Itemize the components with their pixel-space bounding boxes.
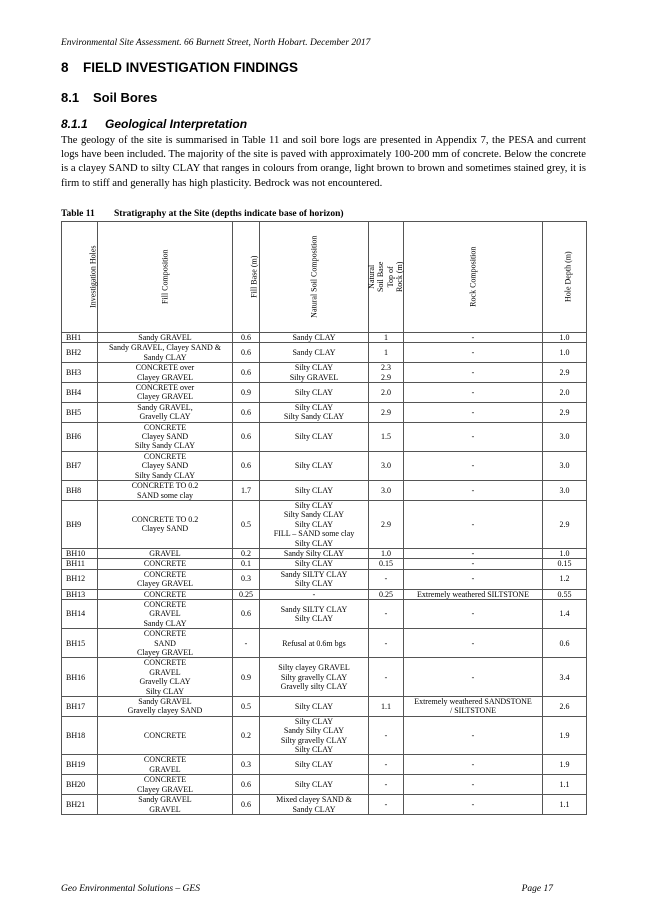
table-cell: - xyxy=(404,599,543,628)
table-cell: Sandy Silty CLAY xyxy=(260,548,369,558)
subsection-heading xyxy=(61,90,157,105)
column-header xyxy=(543,222,587,333)
table-cell: 0.6 xyxy=(233,333,260,343)
table-cell: CONCRETE over Clayey GRAVEL xyxy=(98,383,233,403)
table-cell: 0.6 xyxy=(233,775,260,795)
table-caption xyxy=(61,209,344,219)
table-cell: - xyxy=(404,716,543,755)
table-cell: - xyxy=(404,500,543,548)
table-cell: BH17 xyxy=(62,697,98,717)
column-header-label: Fill Composition xyxy=(160,249,170,305)
table-cell: 1.0 xyxy=(543,548,587,558)
table-cell: Silty CLAY xyxy=(260,755,369,775)
table-row xyxy=(62,559,587,569)
table-cell: 2.9 xyxy=(543,402,587,422)
running-header: Environmental Site Assessment. 66 Burnett Street, North Hobart. December 2017 xyxy=(61,38,371,48)
table-cell: BH8 xyxy=(62,481,98,501)
column-header xyxy=(369,222,404,333)
table-row xyxy=(62,599,587,628)
section-heading xyxy=(61,60,298,75)
table-cell: 2.9 xyxy=(543,500,587,548)
table-cell: Silty CLAY Silty Sandy CLAY xyxy=(260,402,369,422)
table-cell: 3.0 xyxy=(543,481,587,501)
table-cell: CONCRETE xyxy=(98,589,233,599)
table-cell: 0.6 xyxy=(233,343,260,363)
column-header xyxy=(98,222,233,333)
subsubsection-title: Geological Interpretation xyxy=(105,117,248,131)
table-cell: CONCRETE Clayey GRAVEL xyxy=(98,569,233,589)
table-cell: CONCRETE TO 0.2 SAND some clay xyxy=(98,481,233,501)
table-cell: 1.0 xyxy=(543,343,587,363)
table-cell: 0.6 xyxy=(233,599,260,628)
table-cell: BH11 xyxy=(62,559,98,569)
table-cell: 3.0 xyxy=(369,451,404,480)
table-cell: - xyxy=(404,481,543,501)
column-header xyxy=(404,222,543,333)
table-cell: Refusal at 0.6m bgs xyxy=(260,629,369,658)
table-cell: Silty clayey GRAVEL Silty gravelly CLAY Gravelly silty CLAY xyxy=(260,658,369,697)
table-row xyxy=(62,451,587,480)
table-cell: BH21 xyxy=(62,795,98,815)
table-row xyxy=(62,383,587,403)
table-cell: - xyxy=(369,716,404,755)
table-cell: 1.7 xyxy=(233,481,260,501)
table-cell: BH5 xyxy=(62,402,98,422)
table-row xyxy=(62,422,587,451)
column-header-label: Natural Soil Base Top of Rock (m) xyxy=(367,261,405,293)
table-cell: 0.6 xyxy=(233,402,260,422)
table-cell: - xyxy=(369,795,404,815)
table-cell: - xyxy=(404,363,543,383)
table-cell: Silty CLAY xyxy=(260,775,369,795)
table-cell: - xyxy=(260,589,369,599)
table-cell: - xyxy=(369,658,404,697)
table-cell: CONCRETE Clayey GRAVEL xyxy=(98,775,233,795)
table-cell: - xyxy=(404,383,543,403)
table-cell: 0.3 xyxy=(233,569,260,589)
table-cell: CONCRETE GRAVEL Sandy CLAY xyxy=(98,599,233,628)
table-row xyxy=(62,775,587,795)
table-cell: 1.0 xyxy=(543,333,587,343)
table-cell: - xyxy=(233,629,260,658)
stratigraphy-table xyxy=(61,221,587,815)
table-row xyxy=(62,548,587,558)
table-cell: BH14 xyxy=(62,599,98,628)
table-cell: - xyxy=(404,548,543,558)
table-cell: CONCRETE TO 0.2 Clayey SAND xyxy=(98,500,233,548)
table-cell: - xyxy=(369,599,404,628)
table-cell: BH7 xyxy=(62,451,98,480)
table-cell: CONCRETE Clayey SAND Silty Sandy CLAY xyxy=(98,451,233,480)
table-cell: 0.6 xyxy=(233,795,260,815)
table-cell: BH3 xyxy=(62,363,98,383)
table-cell: 0.9 xyxy=(233,658,260,697)
table-cell: BH16 xyxy=(62,658,98,697)
table-row xyxy=(62,363,587,383)
table-row xyxy=(62,697,587,717)
table-cell: - xyxy=(404,795,543,815)
table-cell: - xyxy=(404,658,543,697)
table-cell: 0.9 xyxy=(233,383,260,403)
table-cell: Silty CLAY Sandy Silty CLAY Silty gravelly CLAY Silty CLAY xyxy=(260,716,369,755)
table-cell: Sandy GRAVEL, Clayey SAND & Sandy CLAY xyxy=(98,343,233,363)
table-cell: Sandy GRAVEL xyxy=(98,333,233,343)
table-cell: 1.9 xyxy=(543,716,587,755)
table-cell: 0.6 xyxy=(543,629,587,658)
column-header-label: Fill Base (m) xyxy=(249,255,259,299)
table-cell: - xyxy=(404,559,543,569)
table-row xyxy=(62,589,587,599)
table-cell: 0.5 xyxy=(233,697,260,717)
subsubsection-heading xyxy=(61,117,247,131)
column-header-label: Investigation Holes xyxy=(88,245,98,309)
table-cell: - xyxy=(369,775,404,795)
table-cell: Silty CLAY xyxy=(260,697,369,717)
table-row xyxy=(62,658,587,697)
table-cell: 1.0 xyxy=(369,548,404,558)
table-cell: CONCRETE GRAVEL Gravelly CLAY Silty CLAY xyxy=(98,658,233,697)
table-cell: - xyxy=(404,451,543,480)
table-cell: Extremely weathered SANDSTONE / SILTSTONE xyxy=(404,697,543,717)
table-cell: 1.4 xyxy=(543,599,587,628)
table-cell: Silty CLAY xyxy=(260,481,369,501)
table-cell: - xyxy=(404,402,543,422)
table-header-row xyxy=(62,222,587,333)
body-paragraph: The geology of the site is summarised in Table 11 and soil bore logs are presented in Appendix 7, the PESA and current logs have been included. The majority of the site is paved with approximately 100-200 mm of concrete. Below the concrete is a clayey SAND to silty CLAY that ranges in colours from orange, light brown to brown and sometimes stained grey, it is firm to stiff and generally has high plasticity. Bedrock was not encountered. xyxy=(61,135,586,189)
table-row xyxy=(62,795,587,815)
column-header xyxy=(62,222,98,333)
section-number: 8 xyxy=(61,60,69,75)
table-cell: 0.5 xyxy=(233,500,260,548)
subsection-number: 8.1 xyxy=(61,90,80,105)
table-caption-number: Table 11 xyxy=(61,209,95,219)
table-cell: BH15 xyxy=(62,629,98,658)
table-cell: Silty CLAY Silty Sandy CLAY Silty CLAY FILL – SAND some clay Silty CLAY xyxy=(260,500,369,548)
table-cell: 1.1 xyxy=(543,795,587,815)
table-cell: 0.6 xyxy=(233,451,260,480)
table-cell: Sandy GRAVEL Gravelly clayey SAND xyxy=(98,697,233,717)
table-cell: 0.25 xyxy=(233,589,260,599)
table-row xyxy=(62,402,587,422)
table-cell: 3.0 xyxy=(369,481,404,501)
table-cell: Sandy CLAY xyxy=(260,333,369,343)
table-row xyxy=(62,343,587,363)
table-cell: BH4 xyxy=(62,383,98,403)
table-cell: CONCRETE xyxy=(98,559,233,569)
table-cell: - xyxy=(404,333,543,343)
table-cell: 2.9 xyxy=(369,500,404,548)
table-cell: BH6 xyxy=(62,422,98,451)
table-cell: 0.6 xyxy=(233,422,260,451)
table-cell: - xyxy=(404,422,543,451)
table-cell: 1.5 xyxy=(369,422,404,451)
table-row xyxy=(62,481,587,501)
table-cell: 0.55 xyxy=(543,589,587,599)
subsubsection-number: 8.1.1 xyxy=(61,117,88,131)
section-title: FIELD INVESTIGATION FINDINGS xyxy=(83,60,299,75)
table-cell: Silty CLAY xyxy=(260,559,369,569)
page-number: Page 17 xyxy=(521,884,553,894)
table-cell: 1 xyxy=(369,343,404,363)
column-header-label: Rock Composition xyxy=(468,246,478,308)
column-header xyxy=(260,222,369,333)
table-cell: 2.6 xyxy=(543,697,587,717)
table-cell: - xyxy=(369,569,404,589)
table-cell: 1.1 xyxy=(369,697,404,717)
table-cell: CONCRETE SAND Clayey GRAVEL xyxy=(98,629,233,658)
table-cell: BH2 xyxy=(62,343,98,363)
column-header-label: Hole Depth (m) xyxy=(563,251,573,303)
column-header-label: Natural Soil Composition xyxy=(309,235,319,319)
table-cell: 3.0 xyxy=(543,451,587,480)
table-cell: 2.0 xyxy=(543,383,587,403)
table-cell: 0.25 xyxy=(369,589,404,599)
table-cell: Sandy GRAVEL GRAVEL xyxy=(98,795,233,815)
table-cell: BH18 xyxy=(62,716,98,755)
table-row xyxy=(62,500,587,548)
table-cell: BH20 xyxy=(62,775,98,795)
table-cell: 0.1 xyxy=(233,559,260,569)
table-cell: 0.2 xyxy=(233,548,260,558)
table-cell: - xyxy=(369,755,404,775)
table-cell: CONCRETE over Clayey GRAVEL xyxy=(98,363,233,383)
table-cell: 3.4 xyxy=(543,658,587,697)
table-cell: BH10 xyxy=(62,548,98,558)
table-cell: Silty CLAY xyxy=(260,451,369,480)
table-cell: 0.15 xyxy=(369,559,404,569)
table-body xyxy=(62,333,587,815)
table-cell: 0.6 xyxy=(233,363,260,383)
table-cell: GRAVEL xyxy=(98,548,233,558)
table-cell: BH13 xyxy=(62,589,98,599)
table-cell: Sandy SILTY CLAY Silty CLAY xyxy=(260,569,369,589)
subsection-title: Soil Bores xyxy=(93,90,158,105)
table-cell: 0.2 xyxy=(233,716,260,755)
table-cell: - xyxy=(404,629,543,658)
table-cell: 1 xyxy=(369,333,404,343)
table-cell: 3.0 xyxy=(543,422,587,451)
table-cell: Silty CLAY xyxy=(260,422,369,451)
table-cell: 1.9 xyxy=(543,755,587,775)
table-cell: CONCRETE xyxy=(98,716,233,755)
table-cell: BH19 xyxy=(62,755,98,775)
table-header xyxy=(62,222,587,333)
table-cell: CONCRETE GRAVEL xyxy=(98,755,233,775)
table-cell: - xyxy=(404,569,543,589)
table-cell: - xyxy=(404,755,543,775)
table-row xyxy=(62,716,587,755)
table-row xyxy=(62,333,587,343)
table-cell: Mixed clayey SAND & Sandy CLAY xyxy=(260,795,369,815)
table-cell: Sandy SILTY CLAY Silty CLAY xyxy=(260,599,369,628)
table-cell: CONCRETE Clayey SAND Silty Sandy CLAY xyxy=(98,422,233,451)
table-cell: Silty CLAY Silty GRAVEL xyxy=(260,363,369,383)
table-cell: 1.1 xyxy=(543,775,587,795)
table-cell: Sandy CLAY xyxy=(260,343,369,363)
table-row xyxy=(62,629,587,658)
table-cell: Sandy GRAVEL, Gravelly CLAY xyxy=(98,402,233,422)
table-cell: Silty CLAY xyxy=(260,383,369,403)
table-cell: 2.0 xyxy=(369,383,404,403)
table-cell: 1.2 xyxy=(543,569,587,589)
table-cell: Extremely weathered SILTSTONE xyxy=(404,589,543,599)
table-cell: 2.3 2.9 xyxy=(369,363,404,383)
table-row xyxy=(62,569,587,589)
table-cell: BH1 xyxy=(62,333,98,343)
table-cell: BH12 xyxy=(62,569,98,589)
table-cell: - xyxy=(404,343,543,363)
table-cell: 2.9 xyxy=(543,363,587,383)
column-header xyxy=(233,222,260,333)
table-cell: BH9 xyxy=(62,500,98,548)
table-caption-title: Stratigraphy at the Site (depths indicate base of horizon) xyxy=(114,209,344,219)
table-cell: 0.3 xyxy=(233,755,260,775)
table-cell: 0.15 xyxy=(543,559,587,569)
table-cell: - xyxy=(404,775,543,795)
footer-company: Geo Environmental Solutions – GES xyxy=(61,884,200,894)
table-cell: 2.9 xyxy=(369,402,404,422)
table-cell: - xyxy=(369,629,404,658)
table-row xyxy=(62,755,587,775)
